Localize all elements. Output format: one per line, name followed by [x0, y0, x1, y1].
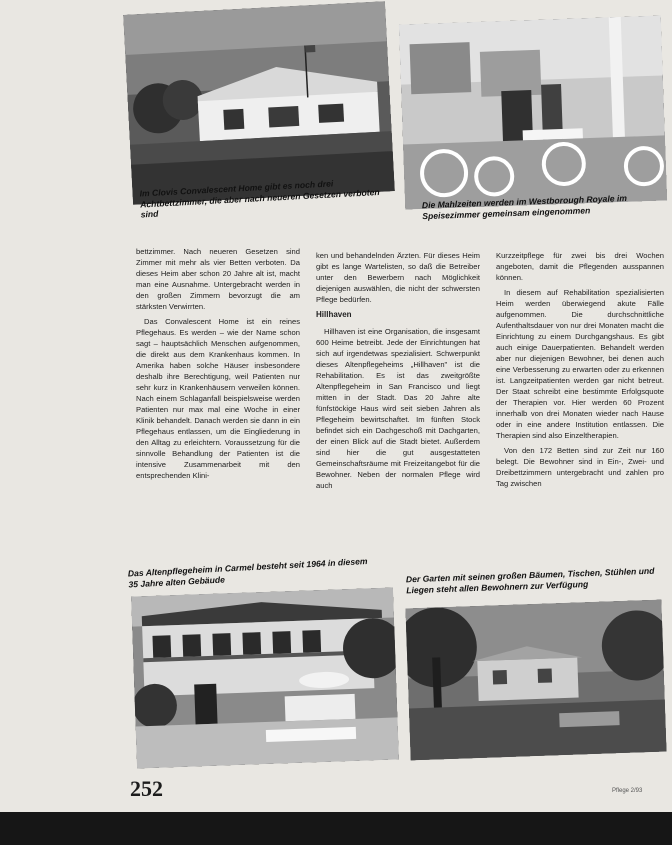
photo-carmel-home	[131, 587, 399, 768]
paragraph: Von den 172 Betten sind zur Zeit nur 160 belegt. Die Bewohner sind in Ein-, Zwei- und Dreibettzimmern untergebracht und zahlen pro Tag zwischen	[496, 446, 664, 488]
footer-mark: Pflege 2/93	[612, 788, 643, 794]
photo-clovis-home	[123, 1, 395, 204]
paragraph: Hillhaven ist eine Organisation, die insgesamt 600 Heime betreibt. Jede der Einrichtungen hat sich auf irgendetwas spezialisiert. Schwerpunkt dieses Altenpflegeheims „Hillhaven" ist die Rehabilitation. Es ist das zweitgrößte Altenpflegeheim in San Francisco und liegt mitten in der Stadt. Das 20 Jahre alte fünfstöckige Haus wird seit sieben Jahren als Pflegeheim bewirtschaftet. Im fünften Stock befindet sich ein Dachgeschoß mit Dachgarten, der einen Blick auf die Stadt bietet. Außerdem sind hier die gut ausgestatteten Gemeinschaftsräume mit Freizeitangebot für die Bewohner. Neben der normalen Pflege wird auch	[316, 327, 480, 490]
paragraph: Kurzzeitpflege für zwei bis drei Wochen angeboten, damit die Pflegenden ausspannen können.	[496, 251, 664, 282]
caption-bottom-right: Der Garten mit seinen großen Bäumen, Tischen, Stühlen und Liegen steht allen Bewohnern zur Verfügung	[405, 565, 655, 595]
paragraph: ken und behandelnden Ärzten. Für dieses Heim gibt es lange Wartelisten, so daß die Betreiber unter den Bewerbern nach Möglichkeit diejenigen auswählen, die nicht der schwersten Pflege bedürfen.	[316, 251, 480, 304]
text-column-2	[316, 250, 480, 550]
paragraph: In diesem auf Rehabilitation spezialisierten Heim werden überwiegend akute Fälle aufgenommen. Die durchschnittliche Aufenthaltsdauer von nur drei Monaten macht die Einrichtung zu einem Durchgangshaus. Es gibt auch einige Dauerpatienten. Behandelt werden aber nur diejenigen Bewohner, bei denen auch eine Verbesserung zu erwarten oder zu erkennen ist. Langzeitpatienten werden gar nicht betreut. Der Staat schreibt eine bestimmte Erfolgsquote der Therapien vor. Hier werden 60 Prozent innerhalb von drei Monaten wieder nach Hause oder in eine andere Institution entlassen. Die Therapien sind also Einzeltherapien.	[496, 288, 664, 440]
text-column-3	[496, 250, 664, 550]
section-heading: Hillhaven	[316, 310, 352, 319]
paragraph: bettzimmer. Nach neueren Gesetzen sind Zimmer mit mehr als vier Betten verboten. Da dieses Heim aber schon 20 Jahre alt ist, macht man eine Ausnahme. Untergebracht werden in den großen Zimmern bevorzugt die am stärksten Verwirrten.	[136, 247, 300, 311]
caption-top-right: Die Mahlzeiten werden im Westborough Royale im Speisezimmer gemeinsam eingenommen	[421, 193, 628, 221]
photo-dining-room	[399, 15, 667, 209]
page-number: 252	[130, 776, 163, 801]
paragraph: Das Convalescent Home ist ein reines Pflegehaus. Es werden – wie der Name schon sagt – hauptsächlich Menschen aufgenommen, die direkt aus dem Krankenhaus kommen. In Amerika haben solche Häuser insbesondere deshalb ihre Berechtigung, weil Patienten nur sehr kurz in Krankenhäusern verweilen können. Nach einem Schlaganfall beispielsweise werden Patienten nur max mal eine Woche in einer Klinik behandelt. Danach werden sie dann in ein Pflegehaus entlassen, um die Eingliederung in den Alltag zu erleichtern. Voraussetzung für die sinnvolle Behandlung der Patienten ist die intensive Zusammenarbeit mit den entsprechenden Klini-	[136, 317, 300, 480]
photo-garden	[405, 600, 666, 761]
text-column-1	[136, 246, 300, 544]
caption-bottom-left: Das Altenpflegeheim in Carmel besteht seit 1964 in diesem 35 Jahre alten Gebäude	[127, 555, 368, 590]
caption-top-left: Im Clovis Convalescent Home gibt es noch drei Achtbettzimmer, die aber nach neueren Gesetzen verboten sind	[139, 178, 380, 220]
scan-edge-bar	[0, 812, 672, 845]
